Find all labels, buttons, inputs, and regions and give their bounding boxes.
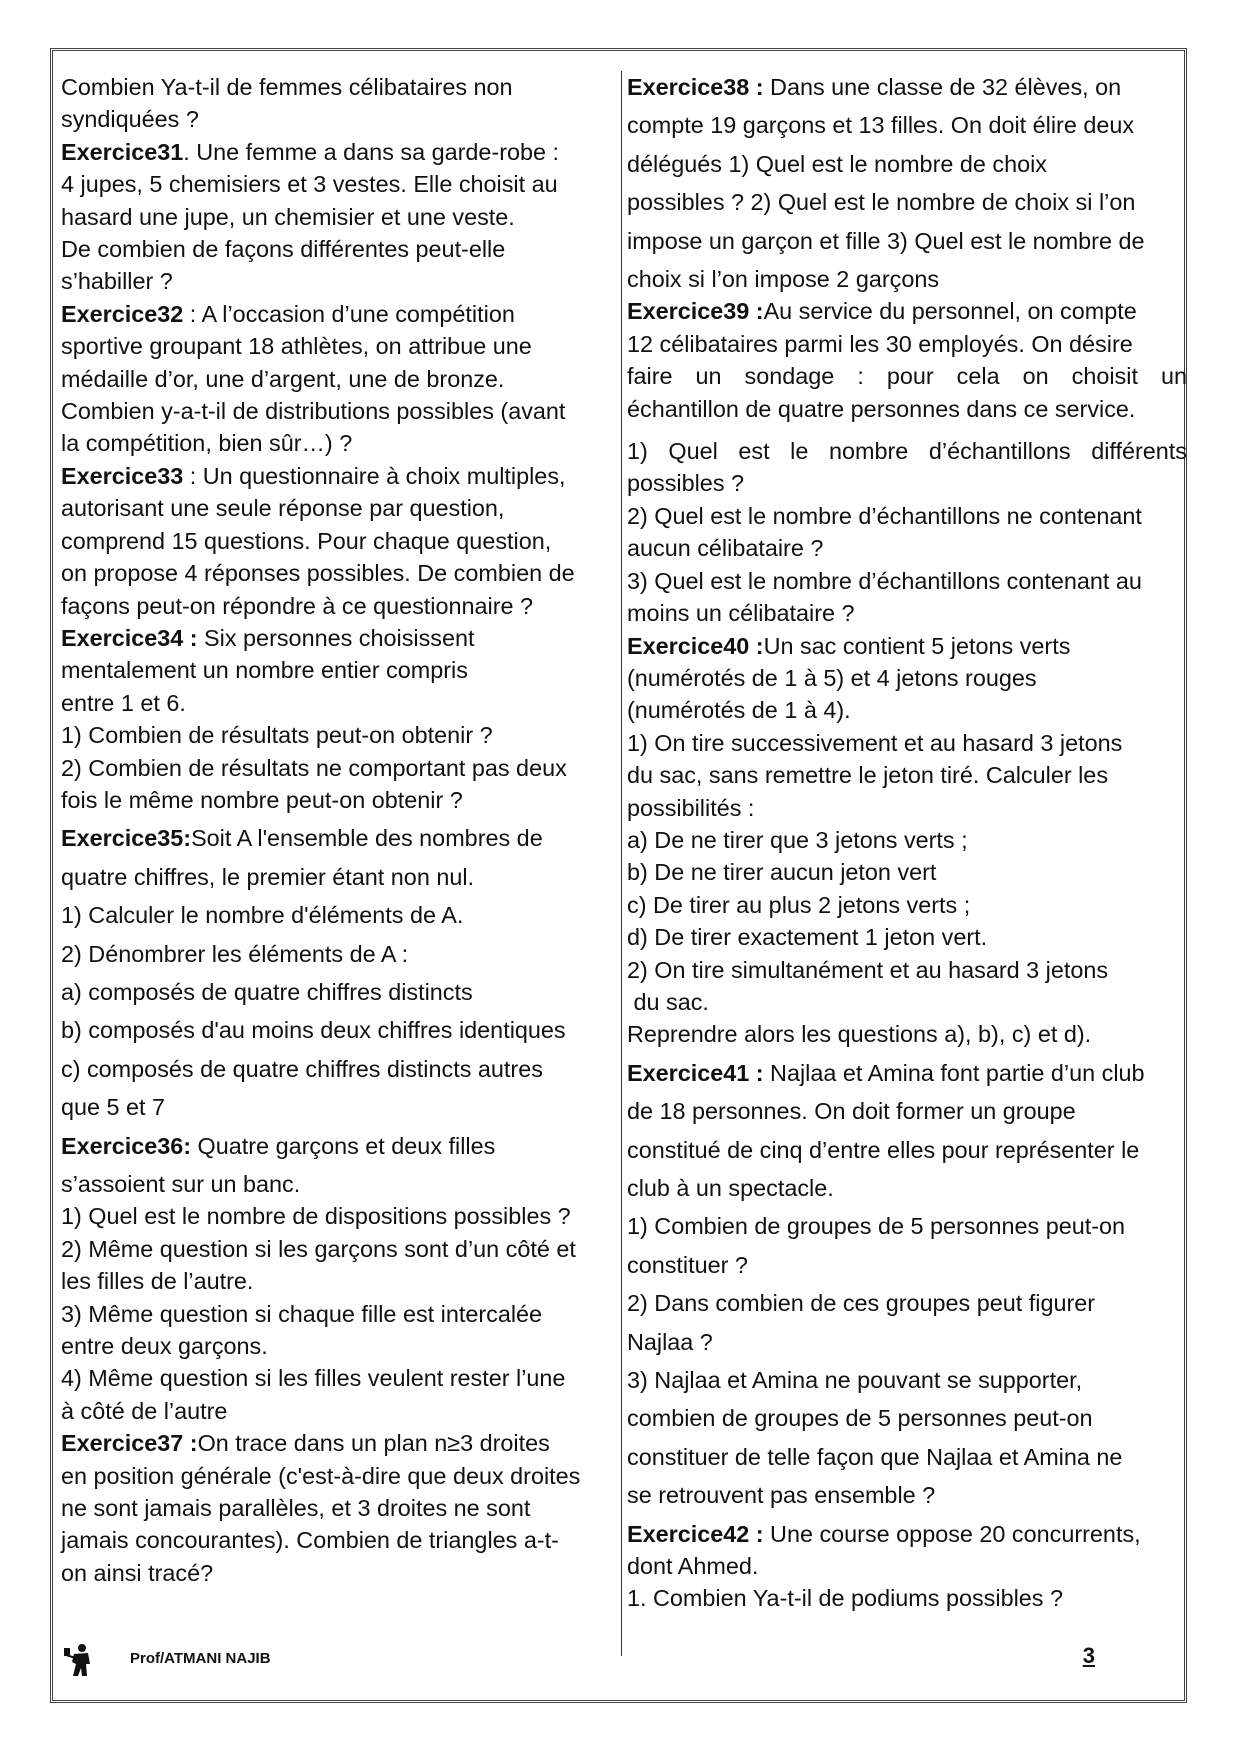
text-line: échantillon de quatre personnes dans ce service.	[627, 395, 1136, 422]
right-column	[627, 71, 1187, 1615]
text-line: moins un célibataire ?	[627, 600, 855, 627]
text-line: compte 19 garçons et 13 filles. On doit élire deux	[627, 112, 1135, 139]
exercise-title: Exercice39 :	[627, 298, 764, 325]
text-line: (numérotés de 1 à 5) et 4 jetons rouges	[627, 664, 1037, 691]
text-line: De combien de façons différentes peut-elle	[61, 236, 506, 263]
exercise-37: Exercice37 :On trace dans un plan n≥3 droites	[61, 1430, 550, 1457]
exercise-42: Exercice42 : Une course oppose 20 concurrents,	[627, 1520, 1141, 1547]
exercise-40: Exercice40 :Un sac contient 5 jetons verts	[627, 632, 1071, 659]
text-line: a) composés de quatre chiffres distincts	[61, 978, 473, 1005]
page-number: 3	[1082, 1643, 1095, 1668]
text-line: 2) Dénombrer les éléments de A :	[61, 940, 409, 967]
text-line: ne sont jamais parallèles, et 3 droites ne sont	[61, 1495, 531, 1522]
text-line: 3) Même question si chaque fille est intercalée	[61, 1300, 543, 1327]
text-line: que 5 et 7	[61, 1094, 166, 1121]
text-line: de 18 personnes. On doit former un groupe	[627, 1098, 1076, 1125]
text-line: délégués 1) Quel est le nombre de choix	[627, 150, 1047, 177]
text-line: on ainsi tracé?	[61, 1559, 214, 1586]
text-line: s’assoient sur un banc.	[61, 1171, 301, 1197]
text-line: impose un garçon et fille 3) Quel est le nombre de	[627, 227, 1145, 254]
exercise-title: Exercice40 :	[627, 632, 764, 659]
exercise-39: Exercice39 :Au service du personnel, on compte	[627, 298, 1137, 325]
text-line: 12 célibataires parmi les 30 employés. On désire	[627, 330, 1133, 357]
text-line: dont Ahmed.	[627, 1553, 759, 1580]
exercise-title: Exercice34 :	[61, 624, 198, 651]
exercise-title: Exercice38 :	[627, 74, 764, 100]
exercise-title: Exercice31	[61, 138, 184, 165]
text-line: la compétition, bien sûr…) ?	[61, 430, 353, 457]
text-line: s’habiller ?	[61, 268, 173, 295]
text-line: 1) Combien de résultats peut-on obtenir ?	[61, 722, 493, 749]
text-line: 1) On tire successivement et au hasard 3 jetons	[627, 729, 1123, 756]
text-line: Reprendre alors les questions a), b), c) et d).	[627, 1021, 1092, 1048]
author-name: Prof/ATMANI NAJIB	[130, 1650, 271, 1667]
text-line: 2) On tire simultanément et au hasard 3 jetons	[627, 956, 1109, 983]
text-line: médaille d’or, une d’argent, une de bronze.	[61, 365, 505, 392]
page-frame	[50, 48, 1187, 1703]
intro-line: Combien Ya-t-il de femmes célibataires non	[61, 74, 513, 100]
text-line: quatre chiffres, le premier étant non nul.	[61, 863, 475, 890]
text-line: du sac, sans remettre le jeton tiré. Calculer les	[627, 762, 1109, 789]
text-line: 2) Dans combien de ces groupes peut figurer	[627, 1290, 1096, 1317]
text-line: mentalement un nombre entier compris	[61, 657, 468, 684]
text-line: (numérotés de 1 à 4).	[627, 697, 851, 724]
text-line: combien de groupes de 5 personnes peut-on	[627, 1405, 1093, 1432]
page-footer	[50, 1640, 1187, 1680]
text-line: se retrouvent pas ensemble ?	[627, 1482, 936, 1509]
text-line: entre 1 et 6.	[61, 689, 186, 716]
exercise-38: Exercice38 : Dans une classe de 32 élèves, on	[627, 74, 1122, 100]
intro-line: syndiquées ?	[61, 106, 199, 133]
text-line: 2) Même question si les garçons sont d’un côté et	[61, 1235, 576, 1262]
text-line: 4 jupes, 5 chemisiers et 3 vestes. Elle choisit au	[61, 171, 558, 198]
text-line: constituer ?	[627, 1251, 748, 1278]
text-line: autorisant une seule réponse par question,	[61, 495, 505, 522]
column-divider	[621, 71, 622, 1656]
text-line: entre deux garçons.	[61, 1333, 268, 1360]
text-line: on propose 4 réponses possibles. De combien de	[61, 560, 575, 587]
text-line: les filles de l’autre.	[61, 1268, 254, 1295]
exercise-41: Exercice41 : Najlaa et Amina font partie d’un club	[627, 1059, 1145, 1086]
teacher-silhouette-icon	[60, 1640, 100, 1680]
text-line: possibles ? 2) Quel est le nombre de choix si l’on	[627, 189, 1136, 216]
text-line: 1) Quel est le nombre de dispositions possibles ?	[61, 1203, 571, 1230]
text-line: 2) Quel est le nombre d’échantillons ne contenant	[627, 502, 1142, 529]
text-line: 1) Combien de groupes de 5 personnes peut-on	[627, 1213, 1126, 1240]
exercise-title: Exercice35:	[61, 825, 192, 852]
text-line: possibles ?	[627, 470, 745, 497]
text-line: à côté de l’autre	[61, 1397, 228, 1424]
text-line: fois le même nombre peut-on obtenir ?	[61, 786, 463, 813]
text-line: 1) Quel est le nombre d’échantillons différents	[627, 438, 1187, 465]
text-line: sportive groupant 18 athlètes, on attribue une	[61, 333, 532, 360]
exercise-title: Exercice32	[61, 300, 184, 327]
text-line: faire un sondage : pour cela on choisit un	[627, 363, 1187, 390]
text-line: d) De tirer exactement 1 jeton vert.	[627, 924, 988, 951]
text-line: jamais concourantes). Combien de triangles a-t-	[61, 1527, 559, 1554]
text-line: c) composés de quatre chiffres distincts autres	[61, 1055, 543, 1082]
text-line: 4) Même question si les filles veulent rester l’une	[61, 1365, 566, 1392]
text-line: choix si l’on impose 2 garçons	[627, 266, 940, 293]
exercise-title: Exercice41 :	[627, 1059, 764, 1086]
text-line: Combien y-a-t-il de distributions possibles (avant	[61, 398, 566, 425]
text-line: a) De ne tirer que 3 jetons verts ;	[627, 826, 968, 853]
text-line: Najlaa ?	[627, 1328, 713, 1355]
exercise-31: Exercice31. Une femme a dans sa garde-robe :	[61, 138, 560, 165]
text-line: 1) Calculer le nombre d'éléments de A.	[61, 902, 464, 929]
exercise-33: Exercice33 : Un questionnaire à choix multiples,	[61, 462, 566, 489]
exercise-title: Exercice36:	[61, 1132, 192, 1159]
text-line: 3) Najlaa et Amina ne pouvant se supporter,	[627, 1367, 1083, 1394]
text-line: b) De ne tirer aucun jeton vert	[627, 859, 937, 886]
text-line: hasard une jupe, un chemisier et une veste.	[61, 203, 515, 230]
text-line: club à un spectacle.	[627, 1175, 834, 1201]
text-line: du sac.	[627, 988, 709, 1015]
exercise-36: Exercice36: Quatre garçons et deux filles	[61, 1132, 496, 1159]
text-line: possibilités :	[627, 794, 755, 821]
text-line: constituer de telle façon que Najlaa et Amina ne	[627, 1443, 1123, 1470]
exercise-32: Exercice32 : A l’occasion d’une compétition	[61, 300, 515, 327]
text-line: façons peut-on répondre à ce questionnaire ?	[61, 592, 534, 619]
text-line: 3) Quel est le nombre d’échantillons contenant au	[627, 567, 1142, 594]
text-line: aucun célibataire ?	[627, 535, 824, 562]
exercise-title: Exercice37 :	[61, 1430, 198, 1457]
exercise-title: Exercice42 :	[627, 1520, 764, 1547]
text-line: c) De tirer au plus 2 jetons verts ;	[627, 891, 971, 918]
text-line: 2) Combien de résultats ne comportant pas deux	[61, 754, 567, 781]
text-line: 1. Combien Ya-t-il de podiums possibles ?	[627, 1585, 1063, 1612]
exercise-title: Exercice33	[61, 462, 184, 489]
text-line: constitué de cinq d’entre elles pour représenter le	[627, 1136, 1140, 1163]
exercise-35: Exercice35:Soit A l'ensemble des nombres de	[61, 825, 543, 852]
text-line: comprend 15 questions. Pour chaque question,	[61, 527, 552, 554]
left-column	[61, 71, 621, 1589]
exercise-34: Exercice34 : Six personnes choisissent	[61, 624, 475, 651]
text-line: en position générale (c'est-à-dire que deux droites	[61, 1462, 581, 1489]
text-line: b) composés d'au moins deux chiffres identiques	[61, 1017, 566, 1044]
